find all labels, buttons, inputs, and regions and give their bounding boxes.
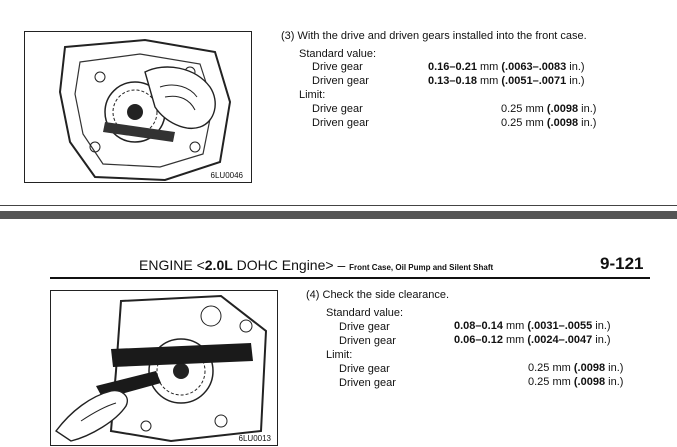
limit-label: Limit: [326, 349, 353, 361]
step-4-text: (4) Check the side clearance. [306, 289, 450, 301]
row-name: Drive gear [312, 103, 363, 115]
gear-case-illustration [25, 32, 251, 182]
row-name: Driven gear [339, 335, 396, 347]
bottom-figure [50, 290, 278, 446]
row-value: 0.13–0.18 mm (.0051–.0071 in.) [428, 75, 585, 87]
row-value: 0.25 mm (.0098 in.) [528, 362, 624, 374]
page-separator-thick [0, 211, 677, 219]
figure-label: 6LU0046 [210, 171, 243, 180]
page-header-title: ENGINE <2.0L DOHC Engine> – Front Case, Oil Pump and Silent Shaft [139, 257, 494, 273]
page-number: 9-121 [600, 254, 644, 273]
figure-label: 6LU0013 [238, 434, 271, 443]
row-value: 0.25 mm (.0098 in.) [501, 103, 597, 115]
page-separator-thin [0, 205, 677, 206]
step-3-text: (3) With the drive and driven gears installed into the front case. [281, 30, 587, 42]
row-value: 0.25 mm (.0098 in.) [528, 376, 624, 388]
row-name: Drive gear [312, 61, 363, 73]
row-name: Driven gear [312, 75, 369, 87]
limit-label: Limit: [299, 89, 326, 101]
row-name: Drive gear [339, 363, 390, 375]
row-value: 0.16–0.21 mm (.0063–.0083 in.) [428, 61, 585, 73]
oil-pump-illustration [51, 291, 277, 445]
header-rule [50, 277, 650, 279]
row-name: Drive gear [339, 321, 390, 333]
standard-value-label: Standard value: [326, 307, 404, 319]
row-value: 0.08–0.14 mm (.0031–.0055 in.) [454, 320, 611, 332]
row-value: 0.25 mm (.0098 in.) [501, 117, 597, 129]
row-name: Driven gear [312, 117, 369, 129]
row-value: 0.06–0.12 mm (.0024–.0047 in.) [454, 334, 611, 346]
row-name: Driven gear [339, 377, 396, 389]
top-figure [24, 31, 252, 183]
standard-value-label: Standard value: [299, 48, 377, 60]
